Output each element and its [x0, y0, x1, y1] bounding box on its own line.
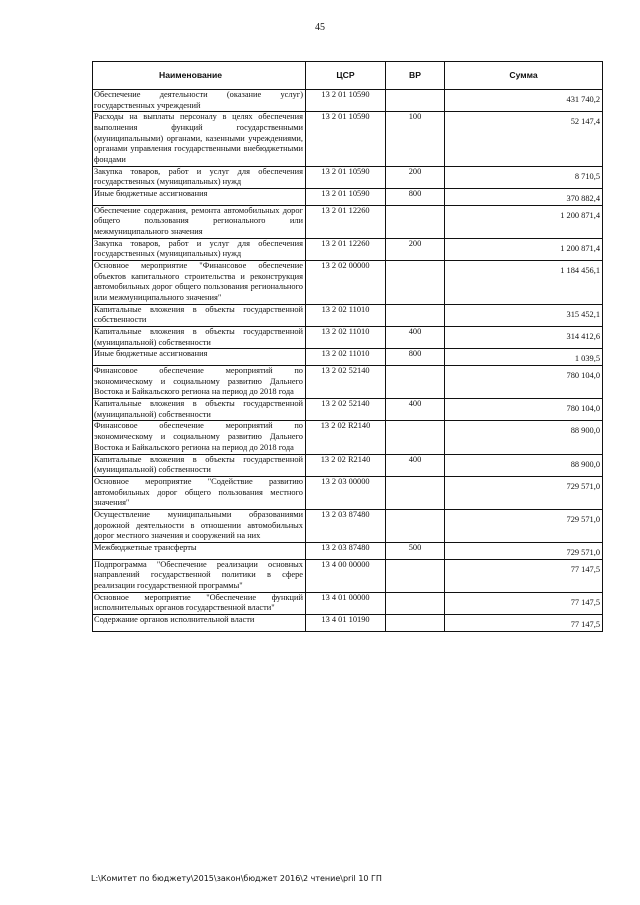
- row-vr-cell: 200: [386, 238, 445, 260]
- row-sum-cell: 1 200 871,4: [445, 238, 603, 260]
- table-row: [93, 327, 603, 349]
- row-name-cell: Обеспечение деятельности (оказание услуг) государственных учреждений: [93, 90, 306, 112]
- row-vr-cell: [386, 476, 445, 509]
- row-sum-cell: 729 571,0: [445, 509, 603, 542]
- row-name-cell: Межбюджетные трансферты: [93, 542, 306, 559]
- row-vr-cell: [386, 421, 445, 454]
- row-name-cell: Закупка товаров, работ и услуг для обеспечения государственных (муниципальных) нужд: [93, 166, 306, 188]
- row-sum-cell: 1 184 456,1: [445, 261, 603, 305]
- table-row: [93, 112, 603, 166]
- table-row: [93, 205, 603, 238]
- row-sum-cell: 780 104,0: [445, 399, 603, 421]
- row-sum-cell: 431 740,2: [445, 90, 603, 112]
- header-csr: ЦСР: [306, 62, 386, 90]
- row-sum-cell: 315 452,1: [445, 304, 603, 326]
- row-name-cell: Основное мероприятие "Содействие развитию автомобильных дорог общего пользования местного значения": [93, 476, 306, 509]
- table-header-row: [93, 62, 603, 90]
- row-vr-cell: [386, 205, 445, 238]
- row-csr-cell: 13 4 01 10190: [306, 614, 386, 631]
- row-sum-cell: 780 104,0: [445, 366, 603, 399]
- row-name-cell: Основное мероприятие "Финансовое обеспечение объектов капитального строительства и реконструкция автомобильных дорог общего пользования регионального или межмуниципального значения": [93, 261, 306, 305]
- row-csr-cell: 13 2 02 11010: [306, 349, 386, 366]
- row-csr-cell: 13 2 02 52140: [306, 366, 386, 399]
- row-csr-cell: 13 2 03 87480: [306, 542, 386, 559]
- footer-file-path: L:\Комитет по бюджету\2015\закон\бюджет 2016\2 чтение\pril 10 ГП: [91, 874, 382, 883]
- row-sum-cell: 370 882,4: [445, 189, 603, 206]
- table-row: [93, 261, 603, 305]
- row-name-cell: Иные бюджетные ассигнования: [93, 349, 306, 366]
- row-vr-cell: 400: [386, 399, 445, 421]
- row-name-cell: Иные бюджетные ассигнования: [93, 189, 306, 206]
- budget-table: [92, 61, 603, 632]
- row-csr-cell: 13 2 02 00000: [306, 261, 386, 305]
- row-name-cell: Финансовое обеспечение мероприятий по экономическому и социальному развитию Дальнего Востока и Байкальского региона на период до 2018 года: [93, 421, 306, 454]
- row-name-cell: Содержание органов исполнительной власти: [93, 614, 306, 631]
- row-csr-cell: 13 2 02 11010: [306, 304, 386, 326]
- header-name: Наименование: [93, 62, 306, 90]
- row-csr-cell: 13 2 01 12260: [306, 205, 386, 238]
- table-row: [93, 304, 603, 326]
- table-row: [93, 476, 603, 509]
- table-row: [93, 559, 603, 592]
- row-vr-cell: [386, 614, 445, 631]
- row-vr-cell: [386, 559, 445, 592]
- row-name-cell: Подпрограмма "Обеспечение реализации основных направлений государственной политики в сфере реализации государственной программы": [93, 559, 306, 592]
- row-vr-cell: [386, 261, 445, 305]
- row-name-cell: Закупка товаров, работ и услуг для обеспечения государственных (муниципальных) нужд: [93, 238, 306, 260]
- row-vr-cell: 800: [386, 349, 445, 366]
- row-name-cell: Капитальные вложения в объекты государственной (муниципальной) собственности: [93, 454, 306, 476]
- row-sum-cell: 77 147,5: [445, 559, 603, 592]
- table-body: [93, 90, 603, 632]
- row-name-cell: Финансовое обеспечение мероприятий по экономическому и социальному развитию Дальнего Востока и Байкальского региона на период до 2018 года: [93, 366, 306, 399]
- row-csr-cell: 13 2 03 00000: [306, 476, 386, 509]
- row-csr-cell: 13 2 02 R2140: [306, 421, 386, 454]
- row-csr-cell: 13 2 02 52140: [306, 399, 386, 421]
- table-row: [93, 509, 603, 542]
- row-name-cell: Капитальные вложения в объекты государственной собственности: [93, 304, 306, 326]
- row-vr-cell: [386, 509, 445, 542]
- row-csr-cell: 13 2 01 12260: [306, 238, 386, 260]
- row-name-cell: Капитальные вложения в объекты государственной (муниципальной) собственности: [93, 327, 306, 349]
- row-sum-cell: 1 039,5: [445, 349, 603, 366]
- table-row: [93, 592, 603, 614]
- row-csr-cell: 13 2 02 11010: [306, 327, 386, 349]
- table-row: [93, 349, 603, 366]
- row-csr-cell: 13 2 01 10590: [306, 166, 386, 188]
- row-name-cell: Основное мероприятие "Обеспечение функций исполнительных органов государственной власти": [93, 592, 306, 614]
- table-row: [93, 421, 603, 454]
- row-vr-cell: 500: [386, 542, 445, 559]
- row-vr-cell: 800: [386, 189, 445, 206]
- table-row: [93, 399, 603, 421]
- row-csr-cell: 13 2 03 87480: [306, 509, 386, 542]
- table-row: [93, 189, 603, 206]
- row-csr-cell: 13 2 01 10590: [306, 189, 386, 206]
- row-csr-cell: 13 4 00 00000: [306, 559, 386, 592]
- header-vr: ВР: [386, 62, 445, 90]
- row-sum-cell: 88 900,0: [445, 454, 603, 476]
- row-name-cell: Капитальные вложения в объекты государственной (муниципальной) собственности: [93, 399, 306, 421]
- table-row: [93, 454, 603, 476]
- row-csr-cell: 13 2 01 10590: [306, 112, 386, 166]
- row-name-cell: Расходы на выплаты персоналу в целях обеспечения выполнения функций государственными (муниципальными) органами, казенными учреждениями, органами управления государственными внебюджетными фондами: [93, 112, 306, 166]
- row-vr-cell: 400: [386, 327, 445, 349]
- row-sum-cell: 729 571,0: [445, 542, 603, 559]
- row-sum-cell: 1 200 871,4: [445, 205, 603, 238]
- row-vr-cell: 200: [386, 166, 445, 188]
- table-row: [93, 542, 603, 559]
- row-vr-cell: [386, 90, 445, 112]
- row-sum-cell: 52 147,4: [445, 112, 603, 166]
- row-name-cell: Обеспечение содержания, ремонта автомобильных дорог общего пользования регионального или межмуниципального значения: [93, 205, 306, 238]
- row-csr-cell: 13 2 02 R2140: [306, 454, 386, 476]
- table-row: [93, 614, 603, 631]
- row-sum-cell: 77 147,5: [445, 614, 603, 631]
- table-row: [93, 166, 603, 188]
- row-vr-cell: 100: [386, 112, 445, 166]
- row-name-cell: Осуществление муниципальными образованиями дорожной деятельности в отношении автомобильных дорог местного значения и сооружений на них: [93, 509, 306, 542]
- row-vr-cell: [386, 366, 445, 399]
- row-csr-cell: 13 4 01 00000: [306, 592, 386, 614]
- header-sum: Сумма: [445, 62, 603, 90]
- row-vr-cell: 400: [386, 454, 445, 476]
- row-sum-cell: 8 710,5: [445, 166, 603, 188]
- row-csr-cell: 13 2 01 10590: [306, 90, 386, 112]
- row-vr-cell: [386, 304, 445, 326]
- table-row: [93, 366, 603, 399]
- row-sum-cell: 88 900,0: [445, 421, 603, 454]
- table-row: [93, 238, 603, 260]
- row-sum-cell: 314 412,6: [445, 327, 603, 349]
- row-sum-cell: 729 571,0: [445, 476, 603, 509]
- row-vr-cell: [386, 592, 445, 614]
- row-sum-cell: 77 147,5: [445, 592, 603, 614]
- table-row: [93, 90, 603, 112]
- page-number: 45: [315, 22, 325, 33]
